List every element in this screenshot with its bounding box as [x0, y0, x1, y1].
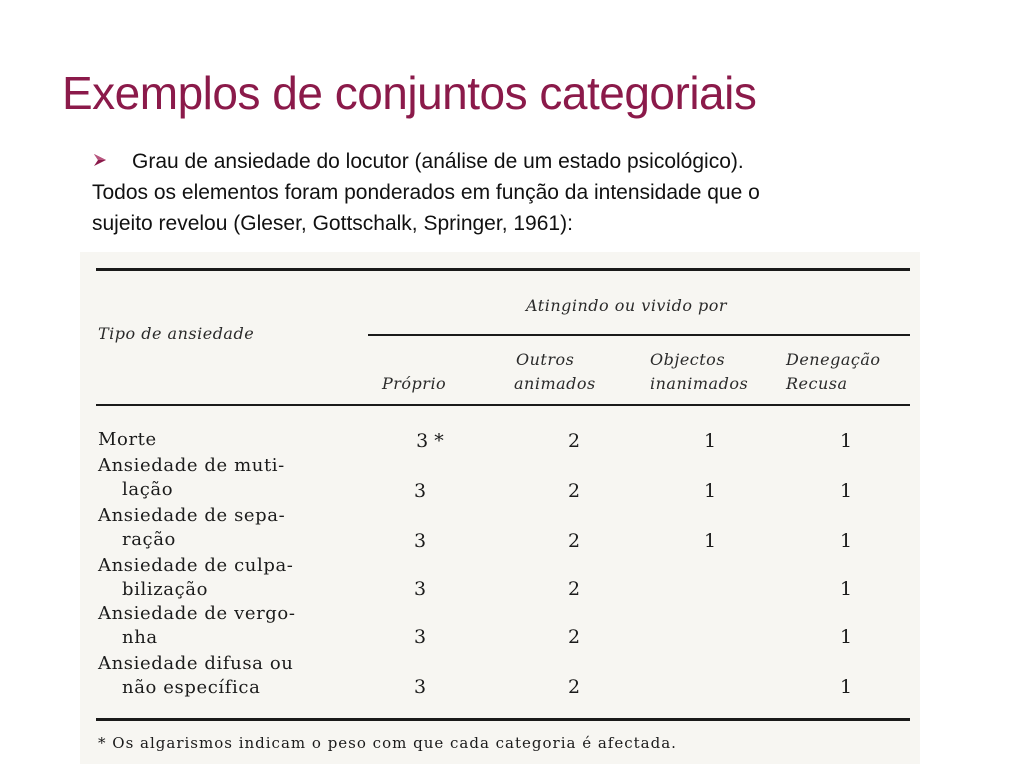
cell-outros: 2: [567, 676, 581, 698]
cell-proprio: 3: [413, 480, 427, 502]
cell-outros: 2: [567, 430, 581, 452]
group-header-rule: [368, 334, 910, 336]
cell-objectos: 1: [703, 530, 717, 552]
cell-denegacao: 1: [839, 480, 853, 502]
group-header: Atingindo ou vivido por: [526, 296, 728, 315]
row-label-line1: Ansiedade de vergo-: [98, 603, 296, 624]
bullet-paragraph: [92, 146, 932, 239]
row-header: Tipo de ansiedade: [98, 324, 255, 343]
cell-denegacao: 1: [839, 676, 853, 698]
cell-proprio: 3: [413, 530, 427, 552]
table-footnote: * Os algarismos indicam o peso com que cada categoria é afectada.: [98, 734, 677, 752]
slide-title: Exemplos de conjuntos categoriais: [62, 67, 757, 119]
cell-denegacao: 1: [839, 430, 853, 452]
cell-outros: 2: [567, 626, 581, 648]
cell-proprio: 3: [413, 676, 427, 698]
bullet-text-line2: Todos os elementos foram ponderados em função da intensidade que o: [92, 181, 760, 204]
table-top-rule: [96, 268, 910, 271]
table-bottom-rule: [96, 718, 910, 721]
cell-proprio: 3: [413, 626, 427, 648]
row-label-line2: não específica: [122, 677, 261, 698]
cell-outros: 2: [567, 530, 581, 552]
cell-denegacao: 1: [839, 578, 853, 600]
bullet-first-line: [92, 146, 932, 177]
cell-denegacao: 1: [839, 626, 853, 648]
cell-outros: 2: [567, 578, 581, 600]
row-label-line1: Ansiedade difusa ou: [98, 653, 294, 674]
row-label-line1: Morte: [98, 429, 157, 450]
cell-outros: 2: [567, 480, 581, 502]
cell-denegacao: 1: [839, 530, 853, 552]
col-header-denegacao-line2: Recusa: [786, 374, 848, 393]
col-header-proprio: Próprio: [382, 374, 447, 393]
row-label-line1: Ansiedade de muti-: [98, 455, 285, 476]
bullet-text-line3: sujeito revelou (Gleser, Gottschalk, Springer, 1961):: [92, 212, 573, 235]
header-bottom-rule: [96, 404, 910, 406]
col-header-outros-line1: Outros: [516, 350, 575, 369]
row-label-line2: bilização: [122, 579, 209, 600]
cell-objectos: 1: [703, 430, 717, 452]
cell-proprio: 3 *: [416, 430, 444, 452]
row-label-line2: lação: [122, 479, 174, 500]
col-header-outros-line2: animados: [514, 374, 596, 393]
col-header-objectos-line1: Objectos: [650, 350, 726, 369]
col-header-objectos-line2: inanimados: [650, 374, 749, 393]
row-label-line2: ração: [122, 529, 176, 550]
scanned-table: [80, 252, 920, 764]
cell-objectos: 1: [703, 480, 717, 502]
cell-proprio: 3: [413, 578, 427, 600]
row-label-line2: nha: [122, 627, 158, 648]
bullet-text-line1: Grau de ansiedade do locutor (análise de um estado psicológico).: [132, 150, 744, 173]
arrow-bullet-icon: [92, 152, 132, 168]
row-label-line1: Ansiedade de culpa-: [98, 555, 294, 576]
row-label-line1: Ansiedade de sepa-: [98, 505, 286, 526]
col-header-denegacao-line1: Denegação: [786, 350, 881, 369]
